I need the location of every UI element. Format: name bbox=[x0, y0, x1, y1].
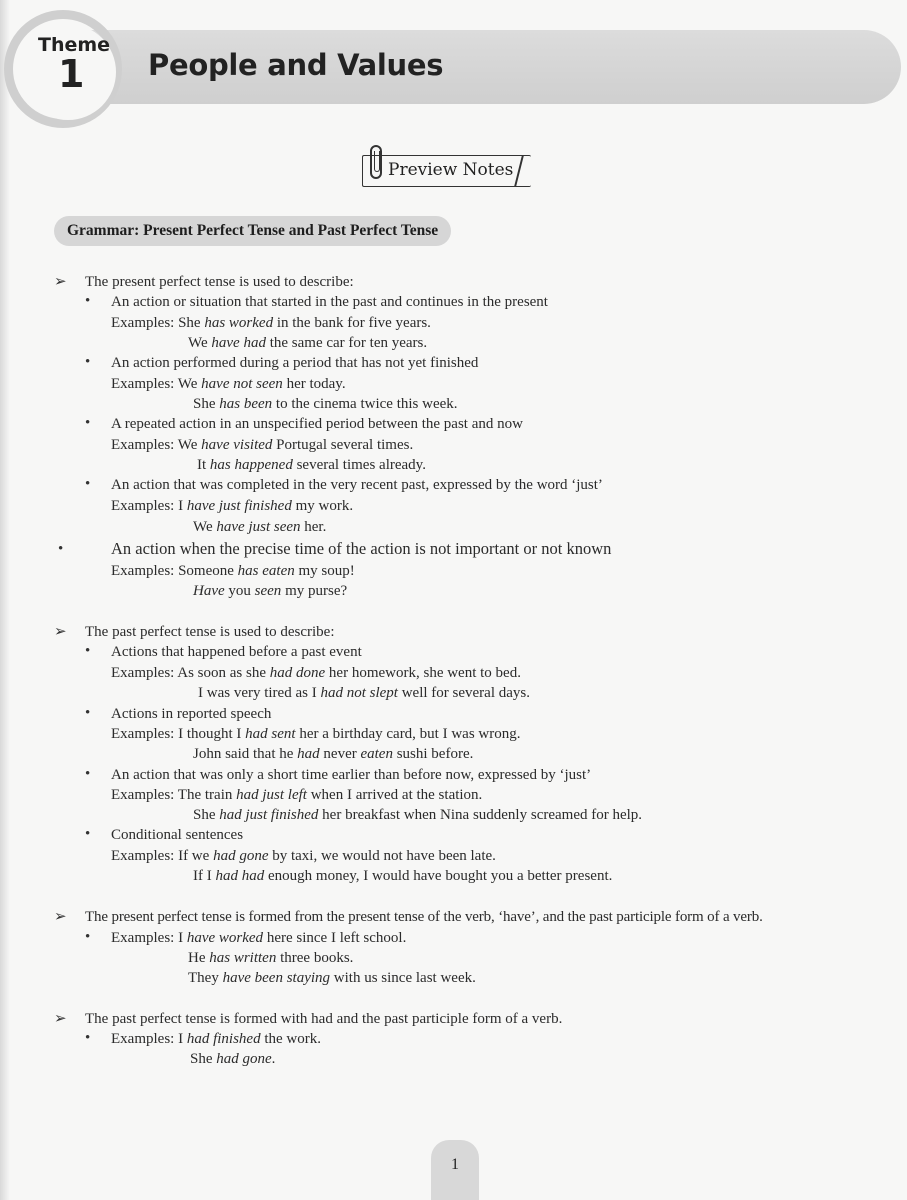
page-edge-shadow bbox=[0, 0, 10, 1200]
section-intro: The present perfect tense is used to describe: bbox=[85, 274, 354, 290]
bullet-icon: • bbox=[85, 1030, 91, 1046]
bullet-icon: • bbox=[85, 766, 91, 782]
section-intro: The present perfect tense is formed from the present tense of the verb, ‘have’, and the past participle form of a verb. bbox=[85, 909, 763, 925]
arrow-bullet-icon: ➢ bbox=[54, 1011, 67, 1027]
example-line: Examples: I have worked here since I left school. bbox=[111, 930, 407, 946]
example-line: She had gone. bbox=[190, 1051, 276, 1067]
bullet-title: An action that was completed in the very recent past, expressed by the word ‘just’ bbox=[111, 477, 603, 493]
example-line: Examples: As soon as she had done her homework, she went to bed. bbox=[111, 665, 521, 681]
page-title: People and Values bbox=[148, 48, 444, 82]
grammar-heading: Grammar: Present Perfect Tense and Past Perfect Tense bbox=[54, 216, 451, 246]
bullet-icon: • bbox=[85, 293, 91, 309]
theme-number: 1 bbox=[58, 52, 85, 96]
example-line: Examples: I have just finished my work. bbox=[111, 498, 354, 514]
section-intro: The past perfect tense is formed with had and the past participle form of a verb. bbox=[85, 1011, 563, 1027]
bullet-icon: • bbox=[58, 541, 64, 557]
bullet-icon: • bbox=[85, 476, 91, 492]
bullet-title: A repeated action in an unspecified period between the past and now bbox=[111, 416, 523, 432]
page-number: 1 bbox=[451, 1156, 459, 1173]
theme-label: Theme bbox=[38, 34, 111, 56]
bullet-icon: • bbox=[85, 643, 91, 659]
bullet-title: An action when the precise time of the action is not important or not known bbox=[111, 539, 612, 558]
arrow-bullet-icon: ➢ bbox=[54, 624, 67, 640]
example-line: Examples: I thought I had sent her a birthday card, but I was wrong. bbox=[111, 726, 521, 742]
preview-notes-label bbox=[362, 155, 536, 187]
example-line: If I had had enough money, I would have bought you a better present. bbox=[193, 868, 613, 884]
example-line: We have just seen her. bbox=[193, 519, 327, 535]
bullet-title: An action performed during a period that has not yet finished bbox=[111, 355, 479, 371]
example-line: She has been to the cinema twice this week. bbox=[193, 396, 458, 412]
bullet-icon: • bbox=[85, 929, 91, 945]
bullet-title: Actions in reported speech bbox=[111, 706, 272, 722]
example-line: They have been staying with us since last week. bbox=[188, 970, 476, 986]
arrow-bullet-icon: ➢ bbox=[54, 909, 67, 925]
example-line: Examples: She has worked in the bank for five years. bbox=[111, 315, 431, 331]
example-line: Examples: We have not seen her today. bbox=[111, 376, 346, 392]
example-line: I was very tired as I had not slept well for several days. bbox=[198, 685, 531, 701]
arrow-bullet-icon: ➢ bbox=[54, 274, 67, 290]
example-line: John said that he had never eaten sushi before. bbox=[193, 746, 474, 762]
example-line: Examples: We have visited Portugal several times. bbox=[111, 437, 414, 453]
bullet-title: Actions that happened before a past event bbox=[111, 644, 362, 660]
bullet-title: An action that was only a short time earlier than before now, expressed by ‘just’ bbox=[111, 767, 592, 783]
example-line: Have you seen my purse? bbox=[193, 583, 348, 599]
bullet-icon: • bbox=[85, 415, 91, 431]
bullet-title: Conditional sentences bbox=[111, 827, 244, 843]
bullet-icon: • bbox=[85, 354, 91, 370]
section-intro: The past perfect tense is used to describe: bbox=[85, 624, 335, 640]
preview-notes-text: Preview Notes bbox=[388, 160, 514, 180]
example-line: Examples: I had finished the work. bbox=[111, 1031, 321, 1047]
paperclip-icon bbox=[370, 145, 382, 179]
bullet-title: An action or situation that started in the past and continues in the present bbox=[111, 294, 548, 310]
example-line: It has happened several times already. bbox=[197, 457, 426, 473]
example-line: Examples: The train had just left when I arrived at the station. bbox=[111, 787, 483, 803]
bullet-icon: • bbox=[85, 705, 91, 721]
example-line: He has written three books. bbox=[188, 950, 354, 966]
example-line: We have had the same car for ten years. bbox=[188, 335, 428, 351]
example-line: Examples: If we had gone by taxi, we would not have been late. bbox=[111, 848, 496, 864]
example-line: Examples: Someone has eaten my soup! bbox=[111, 563, 355, 579]
example-line: She had just finished her breakfast when Nina suddenly screamed for help. bbox=[193, 807, 643, 823]
bullet-icon: • bbox=[85, 826, 91, 842]
